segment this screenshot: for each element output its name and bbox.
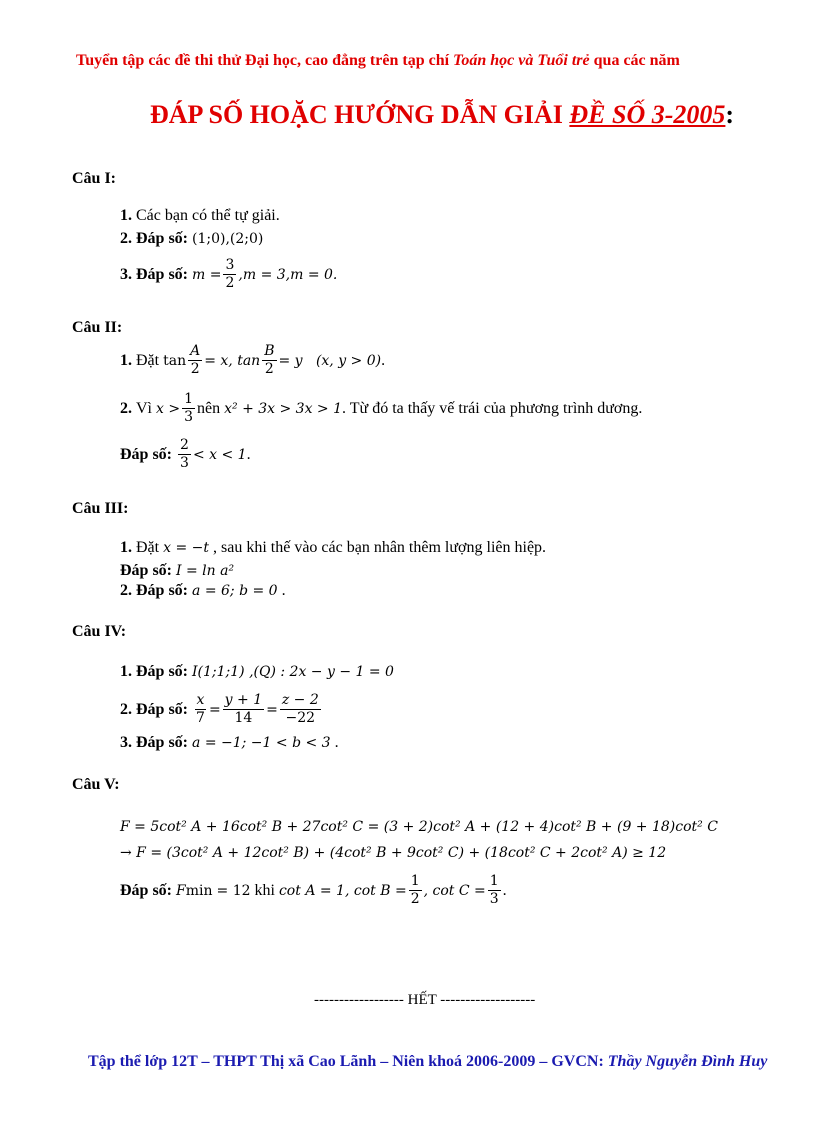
answer-label: Đáp số: — [136, 582, 189, 599]
cau1-line1 — [120, 207, 280, 225]
cau2-tan: tan — [163, 352, 187, 369]
cau2-dat: Đặt — [136, 351, 160, 369]
fraction — [223, 692, 264, 727]
cau2-x: x > — [156, 400, 181, 417]
cau2-line2 — [120, 391, 642, 426]
cau1-m: m = — [192, 266, 222, 283]
cau3-values: a = 6; b = 0 — [192, 583, 278, 599]
cau2-vi: Vì — [136, 399, 152, 417]
cau2-nen: nên — [197, 399, 221, 417]
frac-den: 3 — [489, 891, 499, 907]
num-label: 3. — [120, 265, 132, 283]
fraction — [182, 391, 195, 426]
frac-den: 3 — [180, 455, 189, 471]
page-footer — [88, 1053, 767, 1071]
cau1-line2 — [120, 230, 263, 248]
cau3-line1-rest: , sau khi thế vào các bạn nhân thêm lượng liên hiệp. — [213, 539, 547, 556]
cau2-line2-text: . Từ đó ta thấy vế trái của phương trình dương. — [342, 399, 643, 417]
header-magazine: Toán học và Tuổi trẻ — [453, 52, 590, 69]
cau3-integral: I = ln a² — [176, 563, 235, 579]
cau2-heading: Câu II: — [72, 319, 123, 336]
answer-label: Đáp số: — [136, 700, 189, 718]
frac-den: 14 — [234, 710, 253, 726]
frac-num: z − 2 — [281, 692, 319, 708]
answer-label: Đáp số: — [136, 734, 189, 751]
cau2-eq2: = y (x, y > 0) — [278, 352, 382, 369]
num-label: 1. — [120, 207, 132, 224]
cau3-line3 — [120, 582, 286, 600]
cau1-heading: Câu I: — [72, 170, 117, 187]
cau4-plane: I(1;1;1) ,(Q) : 2x − y − 1 = 0 — [192, 664, 394, 680]
cau2-answer: < x < 1 — [192, 446, 247, 463]
frac-num: 1 — [184, 391, 193, 407]
cau3-line1 — [120, 539, 546, 557]
cau4-line1 — [120, 663, 394, 681]
title-main: ĐÁP SỐ HOẶC HƯỚNG DẪN GIẢI — [150, 100, 570, 129]
cau5-eq2: → F = (3cot² A + 12cot² B) + (4cot² B + 9cot² C) + (18cot² C + 2cot² A) ≥ 12 — [120, 845, 667, 861]
num-label: 1. — [120, 351, 132, 369]
frac-den: −22 — [285, 710, 316, 726]
cau5-khi: khi — [254, 881, 275, 899]
cau5-answer — [120, 873, 507, 908]
cau1-line1-text: Các bạn có thể tự giải. — [136, 207, 280, 224]
answer-label: Đáp số: — [136, 663, 189, 680]
cau5-end: . — [502, 881, 507, 899]
frac-den: 2 — [264, 361, 274, 377]
cau2-eq1: = x, tan — [204, 352, 261, 369]
num-label: 2. — [120, 582, 132, 599]
frac-num: 1 — [489, 873, 499, 889]
title-exam-number: ĐỀ SỐ 3-2005 — [569, 100, 726, 129]
frac-num: 2 — [180, 437, 189, 453]
answer-label: Đáp số: — [120, 562, 173, 579]
fraction — [409, 873, 422, 908]
num-label: 2. — [120, 700, 132, 718]
fraction — [262, 343, 276, 378]
frac-den: 3 — [184, 409, 193, 425]
cau5-min: min — [185, 882, 213, 899]
cau4-values: a = −1; −1 < b < 3 — [192, 735, 331, 751]
num-label: 2. — [120, 399, 132, 417]
cau2-line1 — [120, 343, 385, 378]
cau2-end: . — [381, 351, 386, 369]
cau5-F: F — [176, 882, 186, 899]
cau5-cot: cot A = 1, cot B = — [278, 882, 407, 899]
fraction — [194, 692, 207, 727]
cau4-end: . — [334, 734, 339, 751]
fraction — [178, 437, 191, 472]
cau3-sub: x = −t — [163, 540, 209, 556]
cau3-end: . — [281, 582, 286, 599]
fraction — [223, 257, 236, 292]
num-label: 2. — [120, 230, 132, 247]
cau2-line3 — [120, 437, 251, 472]
fraction — [280, 692, 321, 727]
fraction — [188, 343, 202, 378]
cau5-eq1: F = 5cot² A + 16cot² B + 27cot² C = (3 + 2)cot² A + (12 + 4)cot² B + (9 + 18)cot² C — [120, 819, 718, 835]
frac-num: y + 1 — [224, 692, 263, 708]
frac-den: 2 — [410, 891, 420, 907]
frac-num: x — [196, 692, 205, 708]
frac-den: 2 — [225, 275, 235, 291]
cau2-answer-end: . — [246, 445, 251, 463]
cau5-heading: Câu V: — [72, 776, 120, 793]
frac-num: A — [190, 343, 201, 359]
frac-den: 2 — [190, 361, 200, 377]
cau5-cotC: , cot C = — [423, 882, 486, 899]
cau4-heading: Câu IV: — [72, 623, 127, 640]
frac-num: 3 — [225, 257, 235, 273]
cau1-line2-math: (1;0),(2;0) — [192, 231, 264, 247]
footer-text: Tập thể lớp 12T – THPT Thị xã Cao Lãnh – Niên khoá 2006-2009 – GVCN: — [88, 1053, 608, 1070]
page-title — [150, 100, 734, 130]
frac-num: B — [264, 343, 275, 359]
frac-num: 1 — [410, 873, 420, 889]
title-colon: : — [725, 100, 735, 129]
cau5-eq: = 12 — [216, 882, 251, 899]
num-label: 3. — [120, 734, 132, 751]
end-marker: ------------------ HẾT ------------------- — [314, 992, 536, 1008]
fraction — [488, 873, 501, 908]
num-label: 1. — [120, 663, 132, 680]
cau1-rest: ,m = 3,m = 0. — [238, 266, 338, 283]
frac-den: 7 — [196, 710, 205, 726]
header-text-c: qua các năm — [589, 52, 680, 69]
footer-teacher: Thầy Nguyễn Đình Huy — [607, 1053, 768, 1070]
cau2-ineq: x² + 3x > 3x > 1 — [224, 400, 343, 417]
num-label: 1. — [120, 539, 132, 556]
answer-label: Đáp số: — [120, 445, 173, 463]
cau3-line2 — [120, 562, 234, 580]
header-text-a: Tuyển tập các đề thi thử Đại học, cao đẳng trên tạp chí — [76, 52, 454, 69]
cau4-line2: 2. Đáp số: $\frac{x}{7}$ = $\frac{y + 1}{14}$ = $\frac{z - 2}{-22}$ — [120, 692, 319, 726]
answer-label: Đáp số: — [136, 265, 189, 283]
cau1-line3 — [120, 257, 337, 292]
cau3-heading: Câu III: — [72, 500, 129, 517]
answer-label: Đáp số: — [136, 230, 189, 247]
cau4-line3 — [120, 734, 339, 752]
cau3-dat: Đặt — [136, 539, 160, 556]
page-header — [76, 52, 680, 70]
answer-label: Đáp số: — [120, 881, 173, 899]
